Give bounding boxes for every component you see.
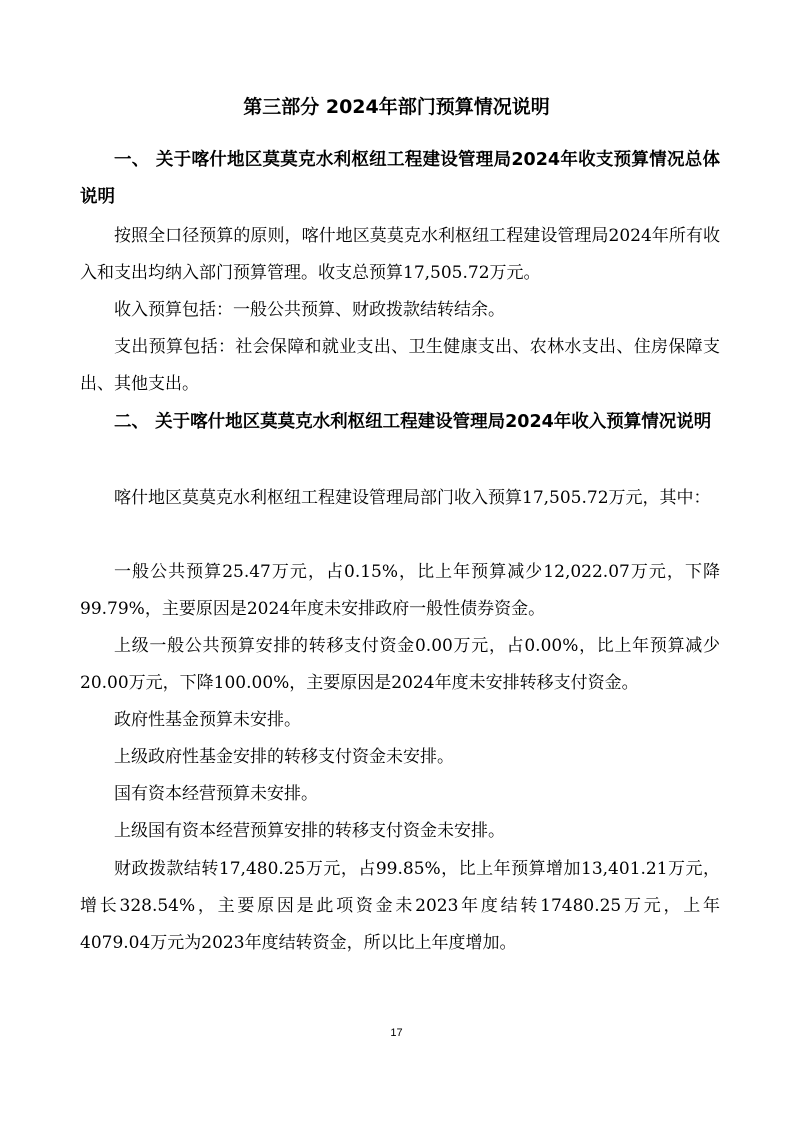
section-2-paragraph-7: 上级国有资本经营预算安排的转移支付资金未安排。 — [114, 821, 505, 841]
section-2-heading: 二、 关于喀什地区莫莫克水利枢纽工程建设管理局2024年收入预算情况说明 — [114, 412, 712, 432]
section-1-paragraph-2: 收入预算包括：一般公共预算、财政拨款结转结余。 — [114, 300, 505, 320]
section-2-paragraph-4: 政府性基金预算未安排。 — [114, 710, 301, 730]
section-2-paragraph-1: 喀什地区莫莫克水利枢纽工程建设管理局部门收入预算17,505.72万元，其中： — [114, 488, 711, 508]
section-1-heading: 一、 关于喀什地区莫莫克水利枢纽工程建设管理局2024年收支预算情况总体说明 — [80, 150, 720, 207]
section-2-paragraph-8: 财政拨款结转17,480.25万元，占99.85%，比上年预算增加13,401.21万元，增长328.54%，主要原因是此项资金未2023年度结转17480.25万元，上年4079.04万元为2023年度结转资金，所以比上年度增加。 — [80, 859, 720, 953]
section-2-paragraph-6: 国有资本经营预算未安排。 — [114, 784, 318, 804]
page-title: 第三部分 2024年部门预算情况说明 — [243, 96, 550, 118]
page-number: 17 — [390, 1027, 403, 1039]
section-1-paragraph-1: 按照全口径预算的原则，喀什地区莫莫克水利枢纽工程建设管理局2024年所有收入和支出均纳入部门预算管理。收支总预算17,505.72万元。 — [80, 226, 720, 283]
section-2-paragraph-5: 上级政府性基金安排的转移支付资金未安排。 — [114, 747, 454, 767]
section-2-paragraph-3: 上级一般公共预算安排的转移支付资金0.00万元，占0.00%，比上年预算减少20.00万元，下降100.00%，主要原因是2024年度未安排转移支付资金。 — [80, 636, 720, 693]
section-2-paragraph-2: 一般公共预算25.47万元，占0.15%，比上年预算减少12,022.07万元，下降99.79%，主要原因是2024年度未安排政府一般性债券资金。 — [80, 562, 720, 619]
section-1-paragraph-3: 支出预算包括：社会保障和就业支出、卫生健康支出、农林水支出、住房保障支出、其他支出。 — [80, 337, 720, 394]
